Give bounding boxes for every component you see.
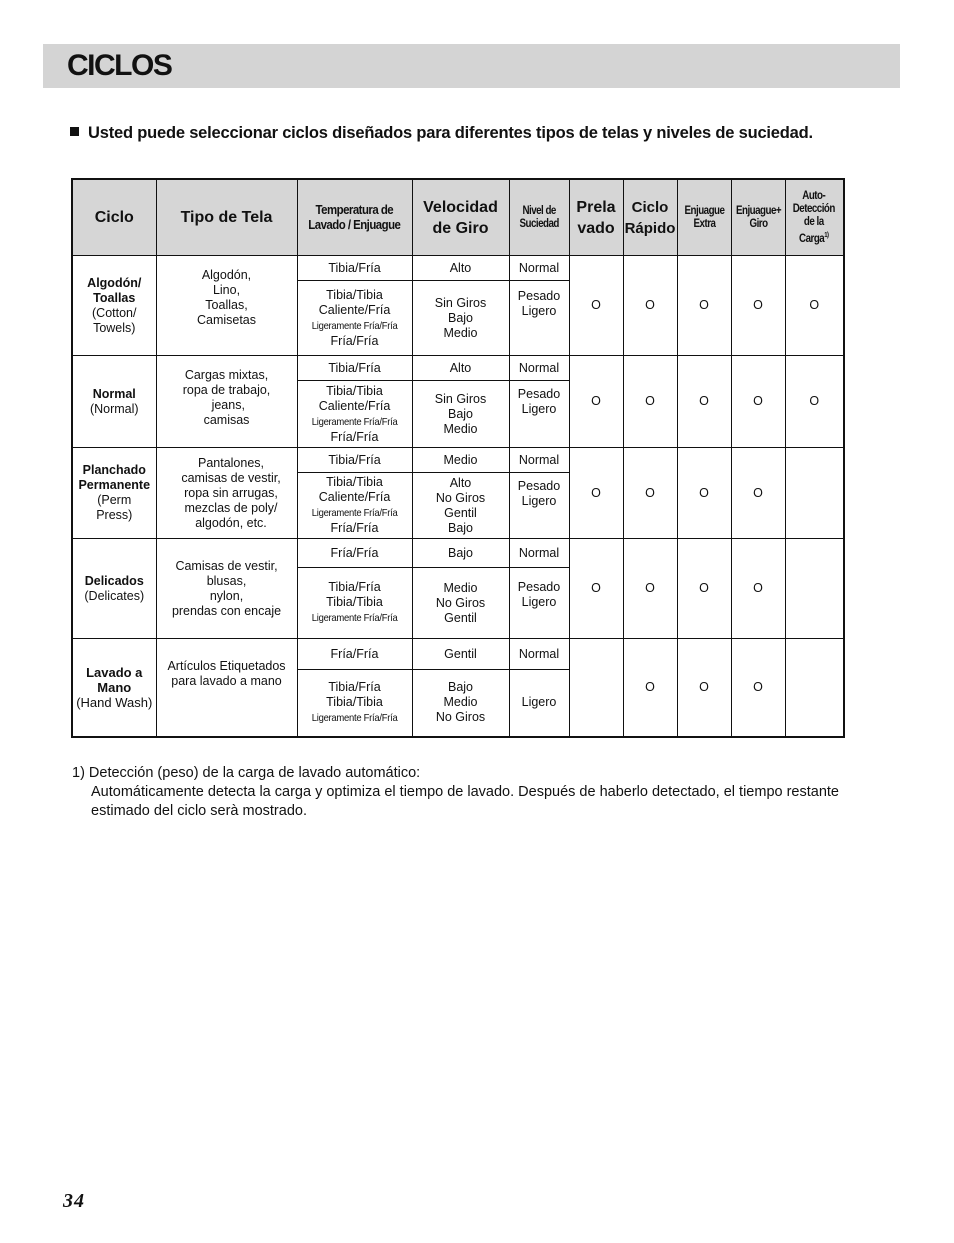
mark-ciclo-rapido: O: [623, 448, 677, 539]
header-auto-deteccion: Auto- Detección de la Carga$^{1)}$: [785, 179, 844, 256]
mark-prelavado: O: [569, 356, 623, 448]
header-ciclo-rapido: Ciclo Rápido: [623, 179, 677, 256]
soil-cell: Normal: [509, 539, 569, 568]
temp-cell: Tibia/Fría: [297, 356, 412, 381]
header-temperatura: Temperatura de Lavado / Enjuague: [297, 179, 412, 256]
cycle-name-cell: Algodón/ Toallas (Cotton/ Towels): [72, 256, 156, 356]
header-enjuague-extra: Enjuague Extra: [677, 179, 731, 256]
temp-cell: Tibia/Fría: [297, 448, 412, 473]
mark-prelavado: O: [569, 448, 623, 539]
cycles-table: [71, 178, 845, 738]
cycle-name-cell: Lavado a Mano (Hand Wash): [72, 639, 156, 737]
mark-auto-deteccion: O: [785, 356, 844, 448]
header-tipo-tela: Tipo de Tela: [156, 179, 297, 256]
cycle-name-cell: Normal (Normal): [72, 356, 156, 448]
soil-cell: Pesado Ligero: [509, 381, 569, 448]
temp-cell: Tibia/Tibia Caliente/Fría Ligeramente Fría/Fría Fría/Fría: [297, 281, 412, 356]
speed-cell: Bajo Medio No Giros: [412, 670, 509, 737]
mark-enjuague-extra: O: [677, 256, 731, 356]
mark-enjuague-giro: O: [731, 639, 785, 737]
mark-enjuague-giro: O: [731, 256, 785, 356]
header-bar: [43, 44, 900, 88]
footnote: [72, 764, 862, 821]
temp-cell: Tibia/Tibia Caliente/Fría Ligeramente Fría/Fría Fría/Fría: [297, 381, 412, 448]
soil-cell: Pesado Ligero: [509, 281, 569, 356]
speed-cell: Alto: [412, 256, 509, 281]
mark-enjuague-giro: O: [731, 539, 785, 639]
footnote-text: Automáticamente detecta la carga y optimiza el tiempo de lavado. Después de haberlo detectado, el tiempo restante estimado del ciclo serà mostrado.: [91, 784, 839, 819]
mark-auto-deteccion: O: [785, 256, 844, 356]
mark-auto-deteccion: [785, 448, 844, 539]
mark-prelavado: O: [569, 256, 623, 356]
table-row: [72, 539, 844, 568]
header-prelavado: Prela vado: [569, 179, 623, 256]
header-ciclo: Ciclo: [72, 179, 156, 256]
mark-enjuague-extra: O: [677, 448, 731, 539]
speed-cell: Alto No Giros Gentil Bajo: [412, 473, 509, 539]
temp-cell: Fría/Fría: [297, 539, 412, 568]
fabric-cell: Pantalones, camisas de vestir, ropa sin arrugas, mezclas de poly/ algodón, etc.: [156, 448, 297, 539]
speed-cell: Medio: [412, 448, 509, 473]
fabric-cell: Cargas mixtas, ropa de trabajo, jeans, camisas: [156, 356, 297, 448]
mark-auto-deteccion: [785, 639, 844, 737]
temp-cell: Tibia/Fría Tibia/Tibia Ligeramente Fría/Fría: [297, 568, 412, 639]
mark-ciclo-rapido: O: [623, 639, 677, 737]
soil-cell: Normal: [509, 639, 569, 670]
footnote-title: 1) Detección (peso) de la carga de lavado automático:: [72, 765, 421, 781]
mark-enjuague-giro: O: [731, 448, 785, 539]
soil-cell: Normal: [509, 256, 569, 281]
mark-ciclo-rapido: O: [623, 356, 677, 448]
header-velocidad: Velocidad de Giro: [412, 179, 509, 256]
soil-cell: Pesado Ligero: [509, 568, 569, 639]
cycle-name-cell: Planchado Permanente (Perm Press): [72, 448, 156, 539]
table-row: [72, 639, 844, 670]
soil-cell: Normal: [509, 448, 569, 473]
square-bullet-icon: [70, 127, 79, 136]
table-row: [72, 256, 844, 281]
mark-auto-deteccion: [785, 539, 844, 639]
mark-ciclo-rapido: O: [623, 256, 677, 356]
header-nivel: Nivel de Suciedad: [509, 179, 569, 256]
mark-enjuague-extra: O: [677, 356, 731, 448]
speed-cell: Sin Giros Bajo Medio: [412, 281, 509, 356]
speed-cell: Gentil: [412, 639, 509, 670]
temp-cell: Tibia/Fría: [297, 256, 412, 281]
soil-cell: Ligero: [509, 670, 569, 737]
temp-cell: Fría/Fría: [297, 639, 412, 670]
header-enjuague-giro: Enjuague+ Giro: [731, 179, 785, 256]
table-header-row: [72, 179, 844, 256]
page-number: 34: [63, 1190, 85, 1212]
speed-cell: Medio No Giros Gentil: [412, 568, 509, 639]
fabric-cell: Camisas de vestir, blusas, nylon, prendas con encaje: [156, 539, 297, 639]
speed-cell: Bajo: [412, 539, 509, 568]
intro-text: [70, 124, 813, 143]
speed-cell: Alto: [412, 356, 509, 381]
temp-cell: Tibia/Fría Tibia/Tibia Ligeramente Fría/Fría: [297, 670, 412, 737]
mark-prelavado: O: [569, 539, 623, 639]
mark-ciclo-rapido: O: [623, 539, 677, 639]
table-row: [72, 356, 844, 381]
mark-enjuague-extra: O: [677, 539, 731, 639]
speed-cell: Sin Giros Bajo Medio: [412, 381, 509, 448]
fabric-cell: Artículos Etiquetados para lavado a mano: [156, 639, 297, 737]
cycle-name-cell: Delicados (Delicates): [72, 539, 156, 639]
soil-cell: Pesado Ligero: [509, 473, 569, 539]
mark-enjuague-extra: O: [677, 639, 731, 737]
table-row: [72, 448, 844, 473]
temp-cell: Tibia/Tibia Caliente/Fría Ligeramente Fría/Fría Fría/Fría: [297, 473, 412, 539]
page-title: CICLOS: [67, 49, 172, 82]
intro-sentence: Usted puede seleccionar ciclos diseñados para diferentes tipos de telas y niveles de suciedad.: [88, 124, 813, 142]
fabric-cell: Algodón, Lino, Toallas, Camisetas: [156, 256, 297, 356]
soil-cell: Normal: [509, 356, 569, 381]
mark-prelavado: [569, 639, 623, 737]
mark-enjuague-giro: O: [731, 356, 785, 448]
